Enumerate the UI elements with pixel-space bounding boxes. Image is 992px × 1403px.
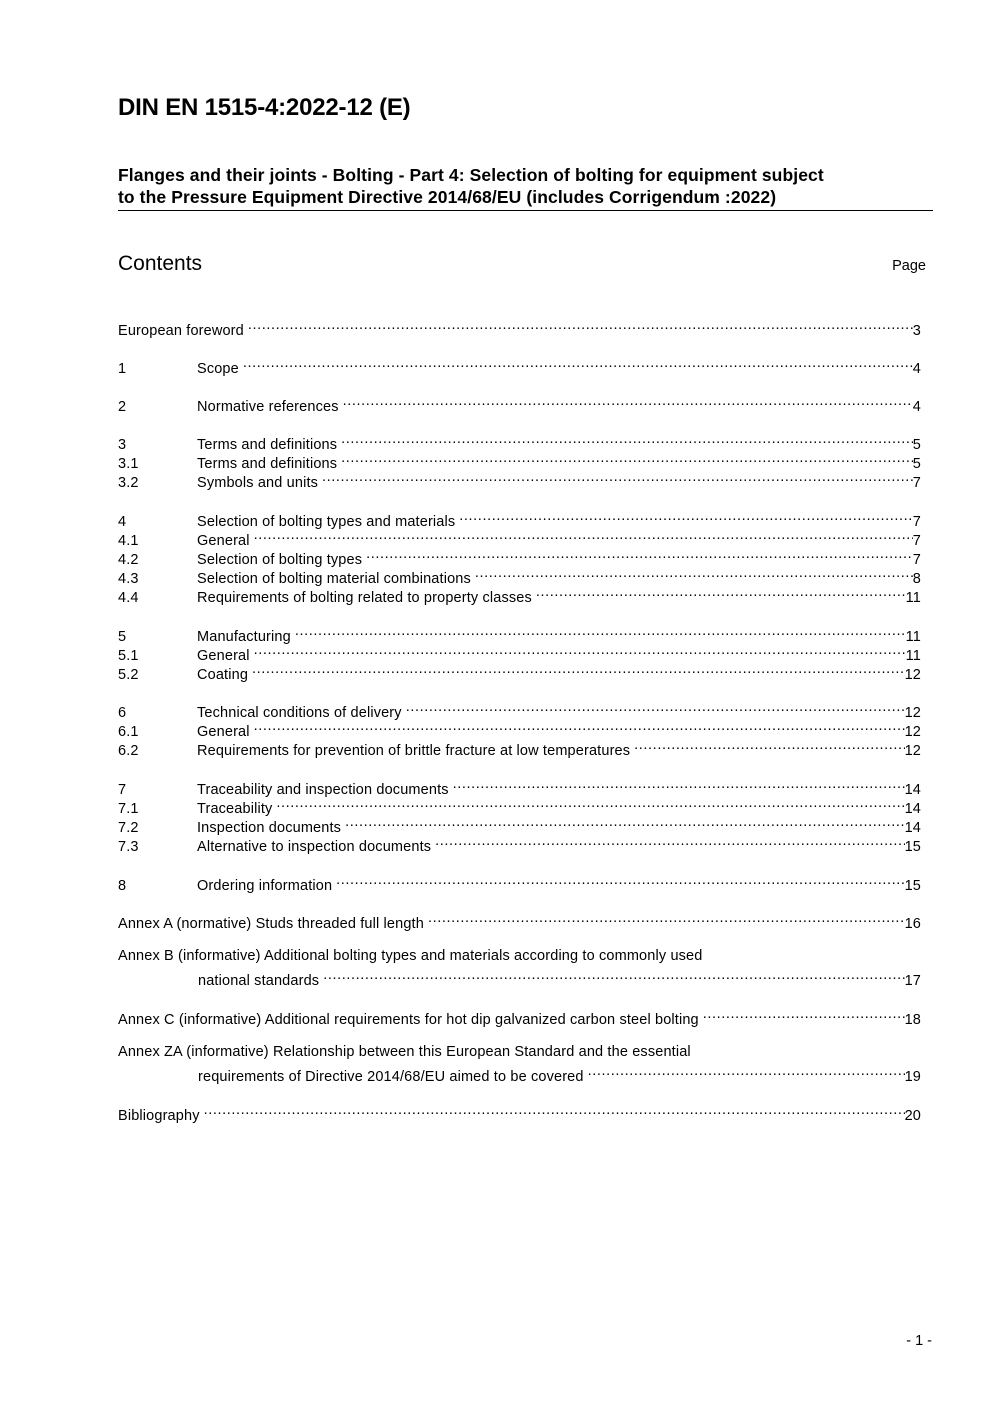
toc-leader-dots xyxy=(453,775,905,794)
toc-entry-number: 3 xyxy=(118,437,127,453)
toc-entry-title: Alternative to inspection documents xyxy=(197,839,432,855)
toc-entry-number: 4 xyxy=(118,514,127,530)
toc-entry-page: 4 xyxy=(912,399,921,415)
toc-entry-1[interactable] xyxy=(118,354,921,377)
toc-leader-dots xyxy=(276,794,904,813)
toc-leader-dots xyxy=(322,468,913,487)
toc-entry-5-1[interactable] xyxy=(118,641,921,664)
toc-entry-title: General xyxy=(197,648,250,664)
toc-leader-dots xyxy=(475,564,913,583)
toc-leader-dots xyxy=(341,449,913,468)
toc-entry-page: 15 xyxy=(904,839,921,855)
toc-entry-number: 7.2 xyxy=(118,820,139,836)
toc-leader-dots xyxy=(406,698,905,717)
toc-entry-title: Annex ZA (informative) Relationship between this European Standard and the essential xyxy=(118,1044,691,1060)
toc-entry-page: 12 xyxy=(904,724,921,740)
toc-entry-bibliography[interactable] xyxy=(118,1101,921,1124)
toc-entry-page: 7 xyxy=(912,475,921,491)
toc-entry-page: 12 xyxy=(904,743,921,759)
toc-entry-title: Selection of bolting types xyxy=(197,552,363,568)
toc-entry-title: Scope xyxy=(197,361,239,377)
toc-entry-page: 18 xyxy=(904,1012,921,1028)
toc-entry-number: 4.2 xyxy=(118,552,139,568)
toc-leader-dots xyxy=(243,354,913,373)
toc-entry-number: 4.3 xyxy=(118,571,139,587)
toc-entry-page: 11 xyxy=(905,590,921,606)
toc-entry-4-3[interactable] xyxy=(118,564,921,587)
toc-entry-6[interactable] xyxy=(118,698,921,721)
toc-entry-title: Requirements of bolting related to property classes xyxy=(197,590,532,606)
toc-entry-title: Annex C (informative) Additional requirements for hot dip galvanized carbon steel bolting xyxy=(118,1012,699,1028)
toc-entry-title: General xyxy=(197,533,250,549)
toc-entry-foreword[interactable] xyxy=(118,316,921,339)
toc-entry-number: 5.1 xyxy=(118,648,139,664)
toc-entry-page: 17 xyxy=(904,973,921,989)
toc-entry-number: 3.1 xyxy=(118,456,139,472)
toc-entry-4-2[interactable] xyxy=(118,545,921,568)
toc-leader-dots xyxy=(254,526,913,545)
toc-leader-dots xyxy=(341,430,913,449)
document-title: DIN EN 1515-4:2022-12 (E) xyxy=(118,94,411,121)
toc-entry-3-1[interactable] xyxy=(118,449,921,472)
toc-entry-title: Traceability xyxy=(197,801,273,817)
subtitle-line-2: to the Pressure Equipment Directive 2014/68/EU (includes Corrigendum :2022) xyxy=(118,187,777,207)
toc-entry-number: 4.4 xyxy=(118,590,139,606)
toc-leader-dots xyxy=(204,1101,905,1120)
toc-entry-title: Inspection documents xyxy=(197,820,342,836)
toc-entry-title: Symbols and units xyxy=(197,475,319,491)
toc-leader-dots xyxy=(634,736,904,755)
toc-entry-page: 11 xyxy=(905,629,921,645)
toc-entry-number: 4.1 xyxy=(118,533,139,549)
toc-entry-page: 3 xyxy=(912,323,921,339)
toc-entry-number: 2 xyxy=(118,399,127,415)
toc-entry-title: Ordering information xyxy=(197,878,333,894)
toc-entry-page: 14 xyxy=(904,801,921,817)
toc-leader-dots xyxy=(428,909,905,928)
toc-entry-page: 5 xyxy=(912,456,921,472)
toc-leader-dots xyxy=(248,316,913,335)
toc-leader-dots xyxy=(254,717,905,736)
toc-entry-title: Technical conditions of delivery xyxy=(197,705,402,721)
toc-entry-number: 8 xyxy=(118,878,127,894)
toc-entry-number: 7.3 xyxy=(118,839,139,855)
toc-entry-page: 11 xyxy=(905,648,921,664)
toc-entry-7[interactable] xyxy=(118,775,921,798)
toc-leader-dots xyxy=(536,583,906,602)
toc-leader-dots xyxy=(703,1005,905,1024)
toc-entry-page: 7 xyxy=(912,514,921,530)
toc-entry-title: Selection of bolting material combinations xyxy=(197,571,471,587)
toc-leader-dots xyxy=(459,507,912,526)
toc-entry-title: Annex A (normative) Studs threaded full length xyxy=(118,916,424,932)
toc-entry-title: Manufacturing xyxy=(197,629,291,645)
toc-entry-7-2[interactable] xyxy=(118,813,921,836)
toc-leader-dots xyxy=(336,871,904,890)
toc-entry-number: 5.2 xyxy=(118,667,139,683)
toc-entry-title: Normative references xyxy=(197,399,339,415)
toc-entry-number: 7.1 xyxy=(118,801,139,817)
toc-entry-title: Annex B (informative) Additional bolting types and materials according to commonly used xyxy=(118,948,703,964)
toc-entry-title: national standards xyxy=(198,973,320,989)
toc-entry-title: European foreword xyxy=(118,323,244,339)
toc-entry-title: Terms and definitions xyxy=(197,437,338,453)
toc-entry-page: 12 xyxy=(904,705,921,721)
toc-entry-title: requirements of Directive 2014/68/EU aimed to be covered xyxy=(198,1069,584,1085)
toc-entry-4[interactable] xyxy=(118,507,921,530)
toc-entry-number: 6.2 xyxy=(118,743,139,759)
toc-entry-8[interactable] xyxy=(118,871,921,894)
toc-entry-annex-b[interactable] xyxy=(118,947,921,966)
toc-entry-number: 6 xyxy=(118,705,127,721)
page-column-label: Page xyxy=(892,258,926,274)
toc-entry-title: Requirements for prevention of brittle fracture at low temperatures xyxy=(197,743,631,759)
toc-leader-dots xyxy=(323,966,904,985)
toc-entry-3-2[interactable] xyxy=(118,468,921,491)
toc-leader-dots xyxy=(343,392,913,411)
page-number: - 1 - xyxy=(906,1333,932,1349)
toc-entry-page: 16 xyxy=(904,916,921,932)
toc-entry-title: Traceability and inspection documents xyxy=(197,782,449,798)
toc-entry-6-1[interactable] xyxy=(118,717,921,740)
toc-entry-annex-a[interactable] xyxy=(118,909,921,932)
toc-entry-annex-c[interactable] xyxy=(118,1005,921,1028)
toc-entry-7-3[interactable] xyxy=(118,832,921,855)
toc-entry-page: 8 xyxy=(912,571,921,587)
toc-entry-annex-za-continued[interactable] xyxy=(118,1062,921,1085)
toc-entry-page: 14 xyxy=(904,820,921,836)
toc-leader-dots xyxy=(295,622,906,641)
subtitle-line-1: Flanges and their joints - Bolting - Part 4: Selection of bolting for equipment subject xyxy=(118,165,824,185)
toc-entry-6-2[interactable] xyxy=(118,736,921,759)
contents-heading: Contents xyxy=(118,252,203,275)
toc-entry-page: 20 xyxy=(904,1108,921,1124)
toc-entry-5-2[interactable] xyxy=(118,660,921,683)
toc-entry-number: 7 xyxy=(118,782,127,798)
toc-entry-page: 15 xyxy=(904,878,921,894)
toc-entry-number: 5 xyxy=(118,629,127,645)
toc-entry-7-1[interactable] xyxy=(118,794,921,817)
toc-entry-page: 14 xyxy=(904,782,921,798)
toc-entry-page: 4 xyxy=(912,361,921,377)
toc-entry-3[interactable] xyxy=(118,430,921,453)
toc-entry-page: 7 xyxy=(912,533,921,549)
toc-entry-2[interactable] xyxy=(118,392,921,415)
toc-entry-4-1[interactable] xyxy=(118,526,921,549)
toc-entry-number: 1 xyxy=(118,361,127,377)
toc-entry-annex-za[interactable] xyxy=(118,1043,921,1062)
toc-entry-5[interactable] xyxy=(118,622,921,645)
toc-entry-number: 6.1 xyxy=(118,724,139,740)
toc-leader-dots xyxy=(588,1062,905,1081)
toc-leader-dots xyxy=(252,660,905,679)
toc-entry-title: Coating xyxy=(197,667,249,683)
toc-entry-title: General xyxy=(197,724,250,740)
toc-leader-dots xyxy=(366,545,913,564)
toc-entry-page: 7 xyxy=(912,552,921,568)
toc-entry-page: 19 xyxy=(904,1069,921,1085)
toc-entry-title: Selection of bolting types and materials xyxy=(197,514,456,530)
toc-entry-4-4[interactable] xyxy=(118,583,921,606)
toc-entry-title: Terms and definitions xyxy=(197,456,338,472)
toc-entry-annex-b-continued[interactable] xyxy=(118,966,921,989)
toc-leader-dots xyxy=(345,813,905,832)
toc-entry-title: Bibliography xyxy=(118,1108,200,1124)
document-subtitle xyxy=(118,164,933,211)
toc-entry-page: 5 xyxy=(912,437,921,453)
toc-leader-dots xyxy=(254,641,906,660)
toc-entry-page: 12 xyxy=(904,667,921,683)
toc-leader-dots xyxy=(435,832,904,851)
toc-entry-number: 3.2 xyxy=(118,475,139,491)
